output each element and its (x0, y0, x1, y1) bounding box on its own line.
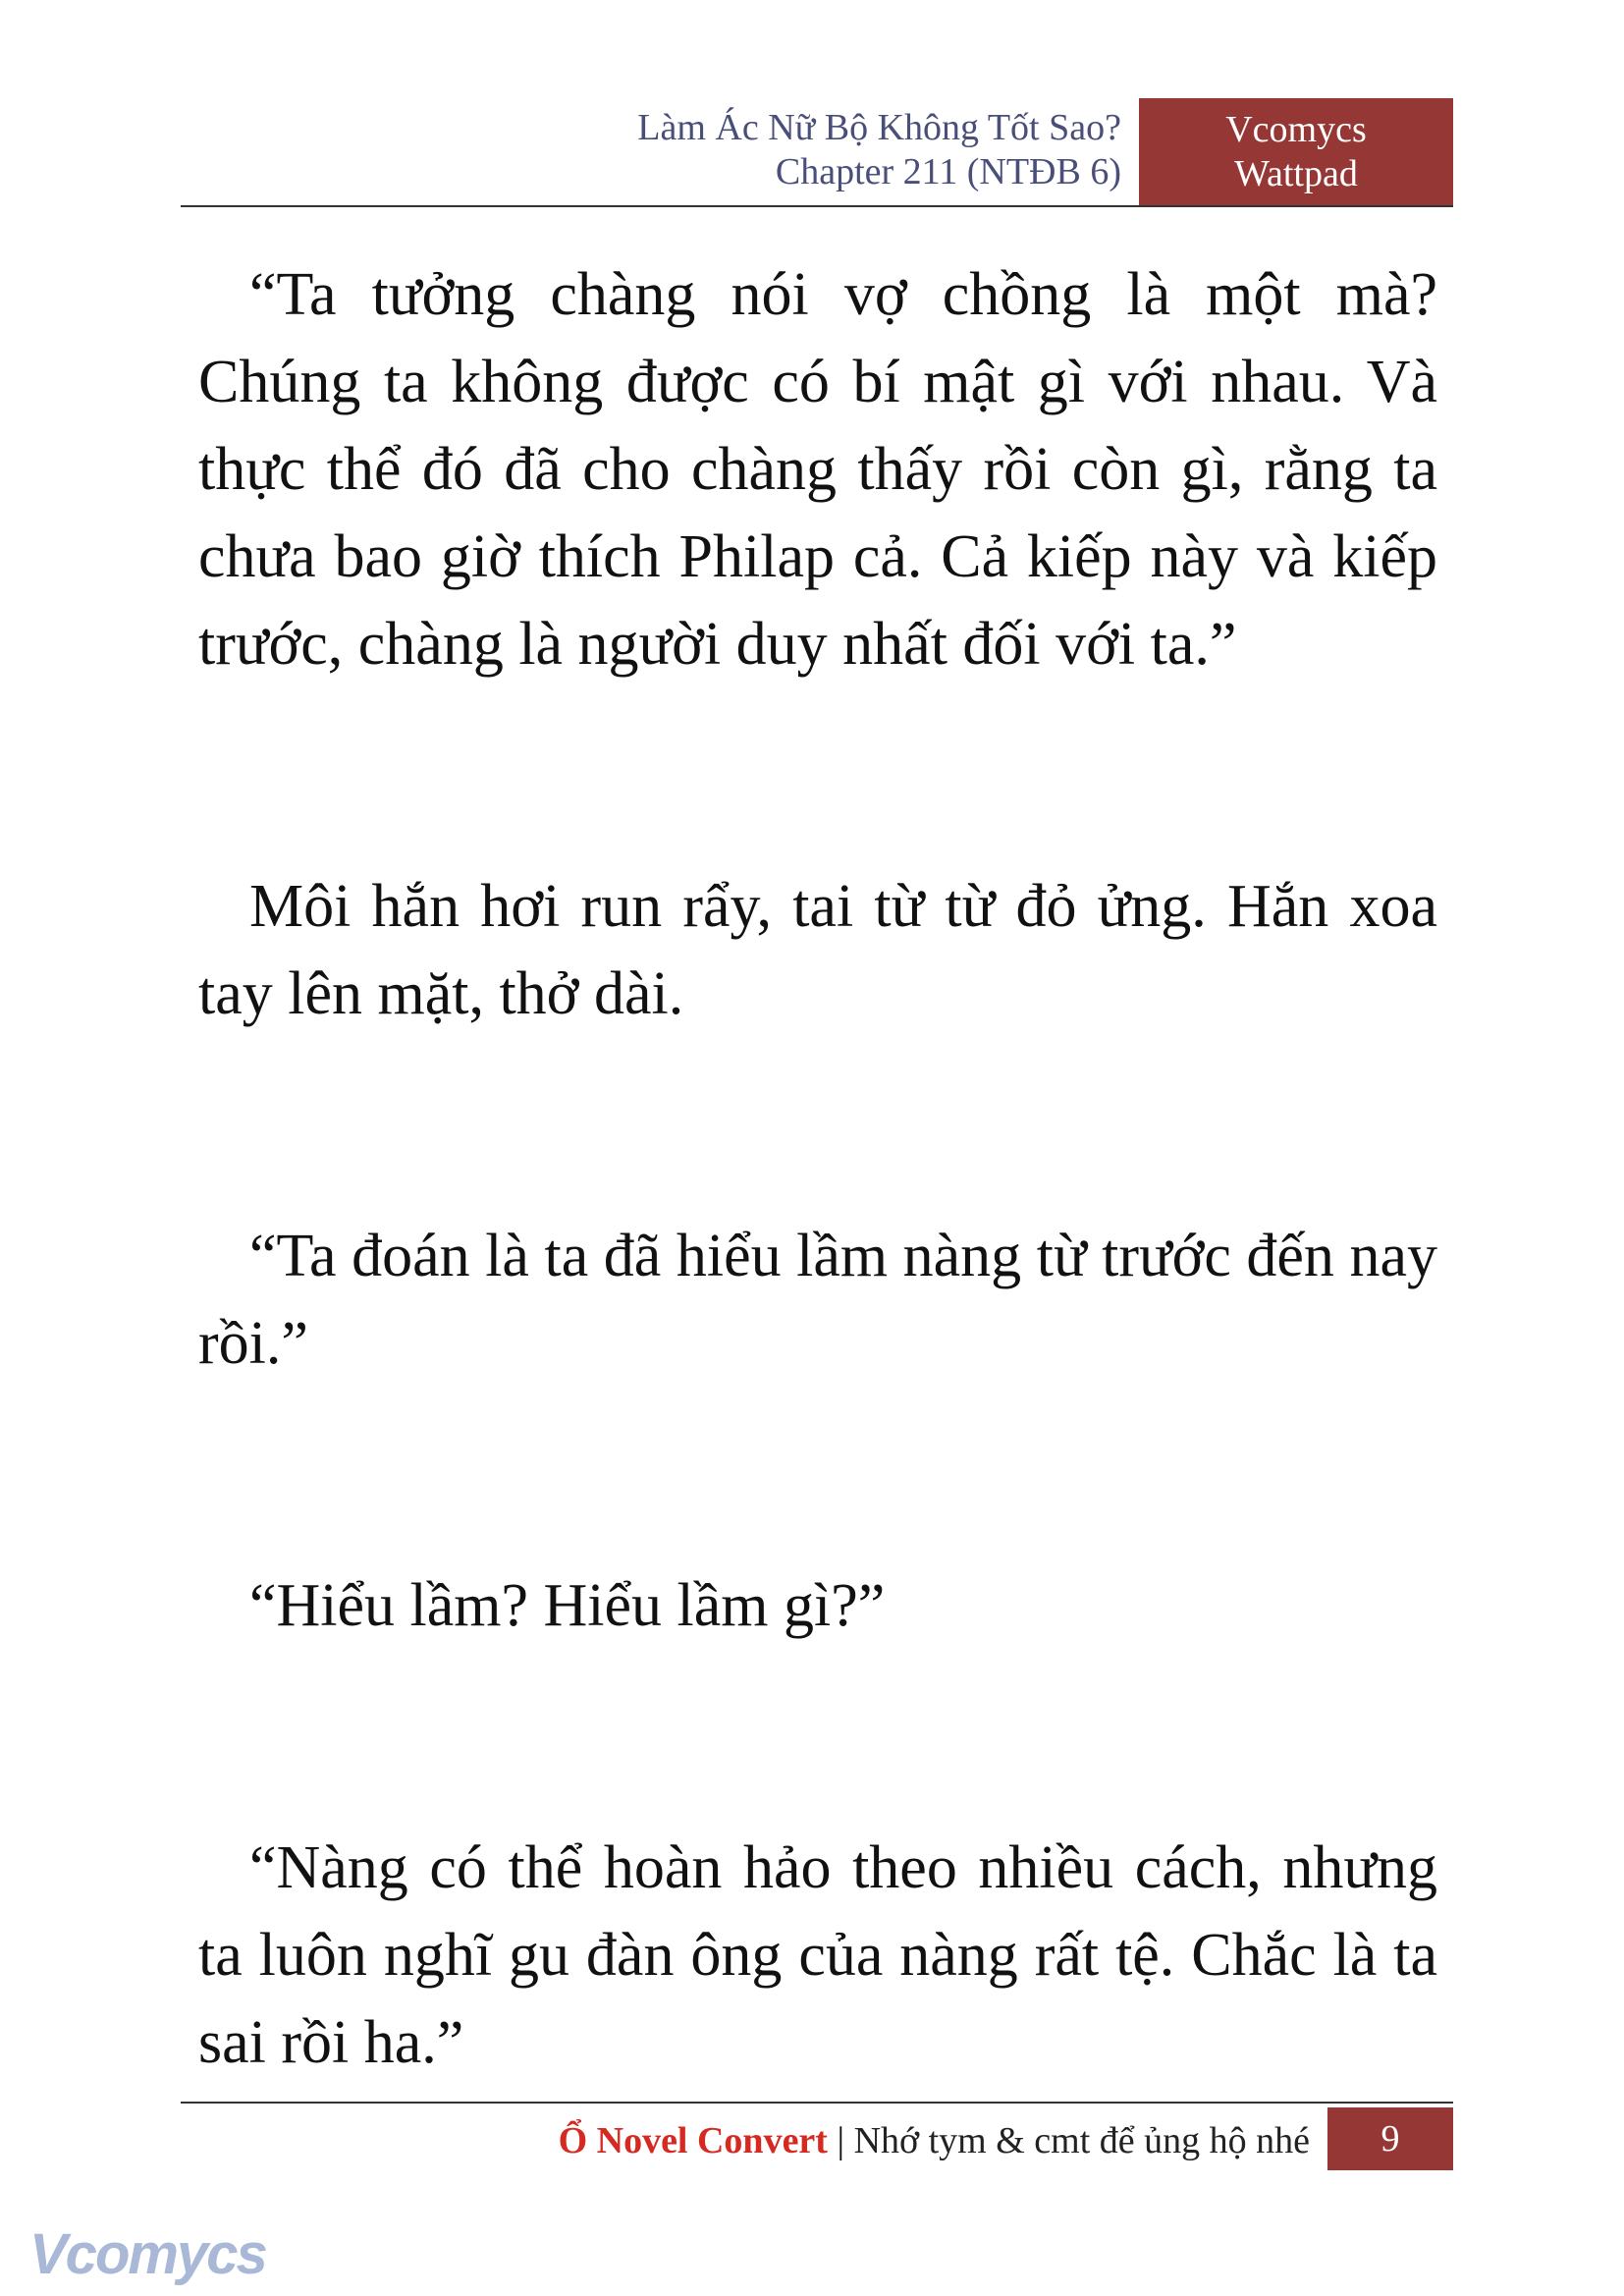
footer-credit (181, 2111, 1310, 2170)
paragraph: “Nàng có thể hoàn hảo theo nhiều cách, nhưng ta luôn nghĩ gu đàn ông của nàng rất tệ. Chắc là ta sai rồi ha.” (198, 1834, 1437, 2076)
page-header (181, 98, 1453, 206)
book-title: Làm Ác Nữ Bộ Không Tốt Sao? (637, 107, 1121, 148)
footer-separator: | (827, 2120, 854, 2161)
brand-name: Ổ Novel Convert (558, 2120, 828, 2161)
header-titles (181, 106, 1121, 194)
paragraph: “Ta tưởng chàng nói vợ chồng là một mà? Chúng ta không được có bí mật gì với nhau. Và thực thể đó đã cho chàng thấy rồi còn gì, rằng ta chưa bao giờ thích Philap cả. Cả kiếp này và kiếp trước, chàng là người duy nhất đối với ta.” (198, 261, 1437, 678)
paragraph: Môi hắn hơi run rẩy, tai từ từ đỏ ửng. Hắn xoa tay lên mặt, thở dài. (198, 873, 1437, 1027)
chapter-label: Chapter 211 (NTĐB 6) (775, 151, 1121, 192)
site-badge (1139, 98, 1453, 206)
page-number: 9 (1327, 2107, 1453, 2170)
watermark-logo: Vcomycs (29, 2222, 266, 2286)
paragraph: “Hiểu lầm? Hiểu lầm gì?” (249, 1572, 886, 1639)
footer-slogan: Nhớ tym & cmt để ủng hộ nhé (853, 2120, 1310, 2161)
platform-name: Wattpad (1234, 153, 1358, 194)
paragraph: “Ta đoán là ta đã hiểu lầm nàng từ trước đến nay rồi.” (198, 1223, 1437, 1377)
header-divider (181, 205, 1453, 207)
footer-divider (181, 2102, 1453, 2104)
site-name: Vcomycs (1225, 109, 1367, 150)
story-body (198, 251, 1437, 2087)
